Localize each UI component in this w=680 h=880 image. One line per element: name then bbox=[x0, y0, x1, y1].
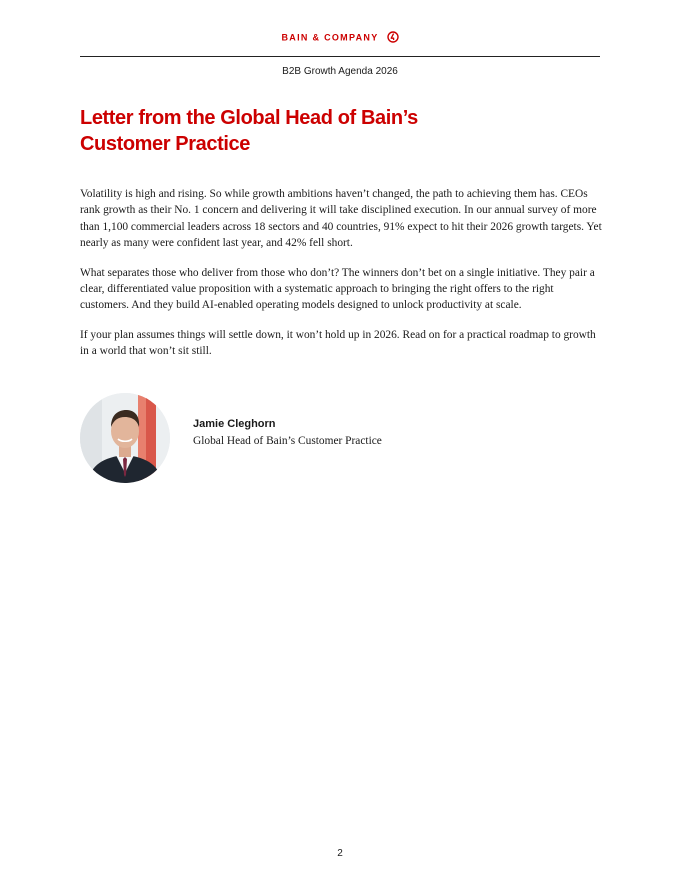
bain-logo bbox=[0, 28, 680, 46]
header-divider bbox=[80, 56, 600, 57]
title-line-1: Letter from the Global Head of Bain’s bbox=[80, 107, 418, 129]
author-portrait bbox=[80, 393, 170, 483]
page-number: 2 bbox=[337, 848, 343, 859]
letter-title bbox=[80, 105, 500, 157]
body-paragraph: Volatility is high and rising. So while growth ambitions haven’t changed, the path to achieving them has. CEOs rank growth as their No. 1 concern and delivering it will take disciplined execution. In our annual survey of more than 1,100 commercial leaders across 18 sectors and 40 countries, 91% expect to hit their 2026 growth targets. Yet nearly as many were confident last year, and 42% fell short. bbox=[80, 188, 602, 250]
body-paragraph: If your plan assumes things will settle down, it won’t hold up in 2026. Read on for a practical roadmap to growth in a world that won’t sit still. bbox=[80, 328, 596, 358]
portrait-photo bbox=[80, 393, 170, 483]
author-name: Jamie Cleghorn bbox=[193, 418, 276, 430]
logo-wordmark: BAIN & COMPANY bbox=[281, 32, 379, 43]
letter-body bbox=[80, 186, 602, 373]
author-role: Global Head of Bain’s Customer Practice bbox=[193, 435, 382, 447]
title-line-2: Customer Practice bbox=[80, 133, 250, 155]
bain-circle-mark-icon bbox=[387, 31, 399, 43]
body-paragraph: What separates those who deliver from those who don’t? The winners don’t bet on a single initiative. They pair a clear, differentiated value proposition with a systematic approach to bringing the right offers to the right customers. And they build AI-enabled operating models designed to unlock productivity at scale. bbox=[80, 266, 595, 312]
running-head: B2B Growth Agenda 2026 bbox=[282, 66, 398, 77]
